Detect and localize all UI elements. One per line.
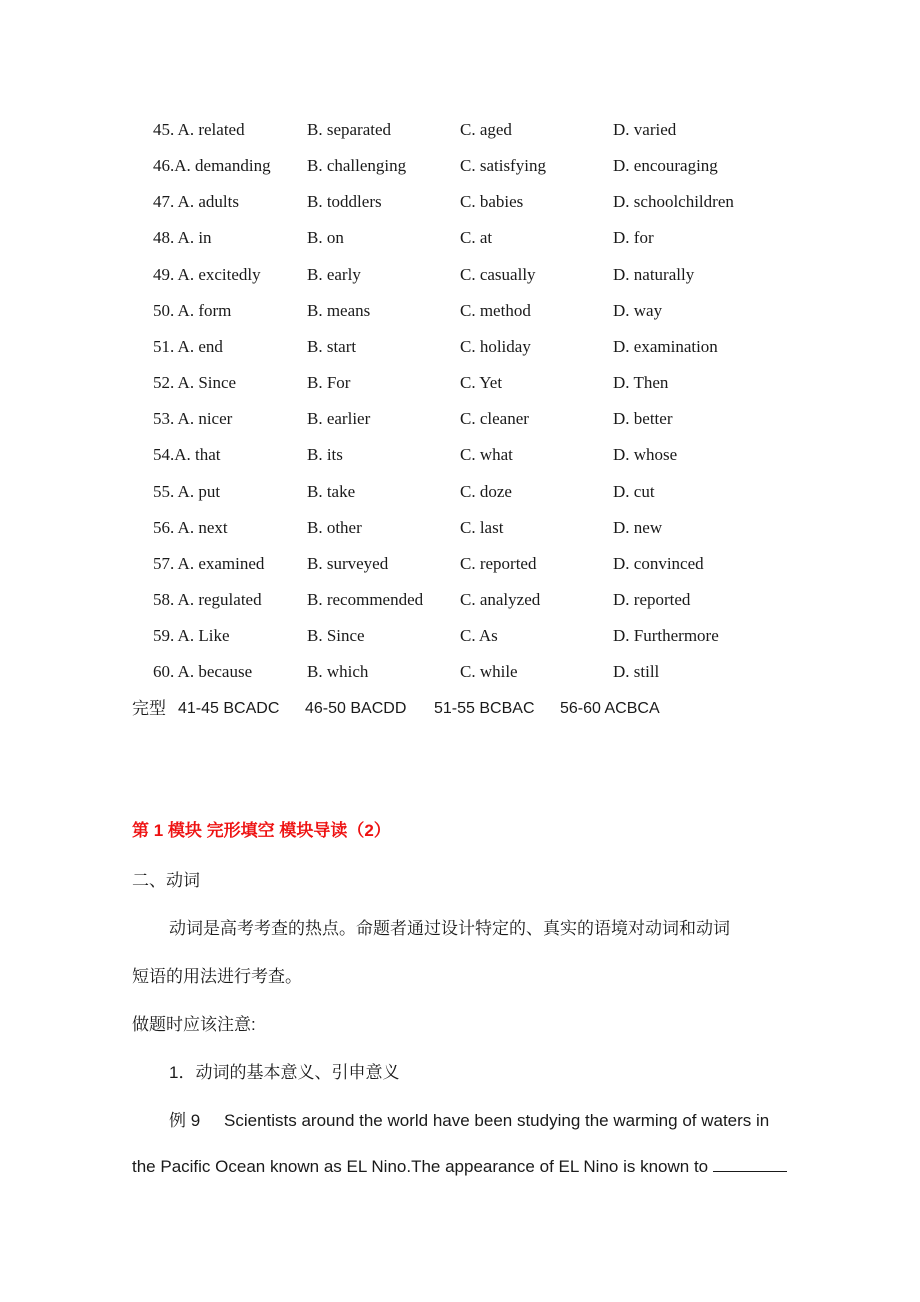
option-c: C. while [460,662,518,681]
option-b: B. challenging [307,156,407,175]
option-d: D. for [613,228,654,247]
option-b: B. its [307,445,343,464]
option-a: 46.A. demanding [153,156,271,175]
option-c: C. cleaner [460,409,529,428]
option-row-53 [0,407,920,431]
option-row-52 [0,371,920,395]
option-d: D. Furthermore [613,626,719,645]
option-b: B. on [307,228,344,247]
paragraph-line: 短语的用法进行考查。 [132,967,302,986]
option-row-49 [0,263,920,287]
option-c: C. method [460,301,531,320]
subheading: 二、动词 [132,871,200,890]
option-a: 47. A. adults [153,192,239,211]
option-d: D. encouraging [613,156,718,175]
answer-group: 46-50 BACDD [305,700,407,717]
note-text: 做题时应该注意: [132,1015,256,1034]
option-row-48 [0,226,920,250]
answer-group: 41-45 BCADC [178,700,280,717]
option-d: D. schoolchildren [613,192,734,211]
option-a: 59. A. Like [153,626,230,645]
option-row-56 [0,516,920,540]
example-text: Scientists around the world have been studying the warming of waters in [224,1111,770,1130]
option-b: B. For [307,373,351,392]
option-d: D. new [613,518,663,537]
option-b: B. start [307,337,357,356]
point-text: 1．动词的基本意义、引申意义 [169,1063,400,1082]
option-c: C. aged [460,120,512,139]
option-d: D. way [613,301,663,320]
option-b: B. means [307,301,371,320]
option-d: D. still [613,662,660,681]
option-row-54 [0,443,920,467]
option-d: D. Then [613,373,669,392]
option-a: 49. A. excitedly [153,265,261,284]
option-b: B. separated [307,120,392,139]
option-c: C. last [460,518,504,537]
option-c: C. analyzed [460,590,541,609]
option-b: B. Since [307,626,365,645]
option-c: C. what [460,445,513,464]
option-b: B. which [307,662,369,681]
option-c: C. doze [460,482,512,501]
option-b: B. early [307,265,361,284]
example-text: the Pacific Ocean known as EL Nino.The appearance of EL Nino is known to [132,1157,709,1176]
option-c: C. reported [460,554,537,573]
section-heading: 第 1 模块 完形填空 模块导读（2） [132,821,391,840]
option-a: 55. A. put [153,482,221,501]
option-a: 53. A. nicer [153,409,233,428]
option-d: D. cut [613,482,655,501]
option-d: D. reported [613,590,691,609]
option-a: 48. A. in [153,228,212,247]
option-b: B. take [307,482,356,501]
answer-group: 51-55 BCBAC [434,700,535,717]
option-a: 56. A. next [153,518,228,537]
option-b: B. toddlers [307,192,382,211]
option-c: C. at [460,228,493,247]
option-c: C. As [460,626,498,645]
option-c: C. satisfying [460,156,546,175]
option-c: C. holiday [460,337,531,356]
paragraph-line: 动词是高考考查的热点。命题者通过设计特定的、真实的语境对动词和动词 [169,919,730,938]
option-row-50 [0,299,920,323]
option-d: D. convinced [613,554,704,573]
option-a: 52. A. Since [153,373,237,392]
option-row-58 [0,588,920,612]
option-b: B. recommended [307,590,424,609]
option-c: C. Yet [460,373,503,392]
answer-group: 56-60 ACBCA [560,700,660,717]
option-row-46 [0,154,920,178]
option-b: B. surveyed [307,554,389,573]
option-d: D. whose [613,445,678,464]
option-d: D. examination [613,337,718,356]
option-a: 54.A. that [153,445,221,464]
example-label: 例 9 [169,1111,201,1130]
option-row-59 [0,624,920,648]
option-b: B. earlier [307,409,371,428]
option-row-47 [0,190,920,214]
example-text-line2 [132,1155,787,1179]
option-b: B. other [307,518,362,537]
answer-key-label: 完型 [132,699,166,718]
option-a: 51. A. end [153,337,223,356]
option-row-60 [0,660,920,684]
option-d: D. varied [613,120,677,139]
option-row-45 [0,118,920,142]
option-a: 45. A. related [153,120,245,139]
answer-blank [713,1155,787,1172]
option-row-57 [0,552,920,576]
option-a: 58. A. regulated [153,590,262,609]
option-d: D. naturally [613,265,695,284]
option-d: D. better [613,409,673,428]
option-a: 50. A. form [153,301,232,320]
option-c: C. casually [460,265,536,284]
option-a: 57. A. examined [153,554,265,573]
option-row-55 [0,480,920,504]
option-row-51 [0,335,920,359]
option-a: 60. A. because [153,662,253,681]
option-c: C. babies [460,192,524,211]
